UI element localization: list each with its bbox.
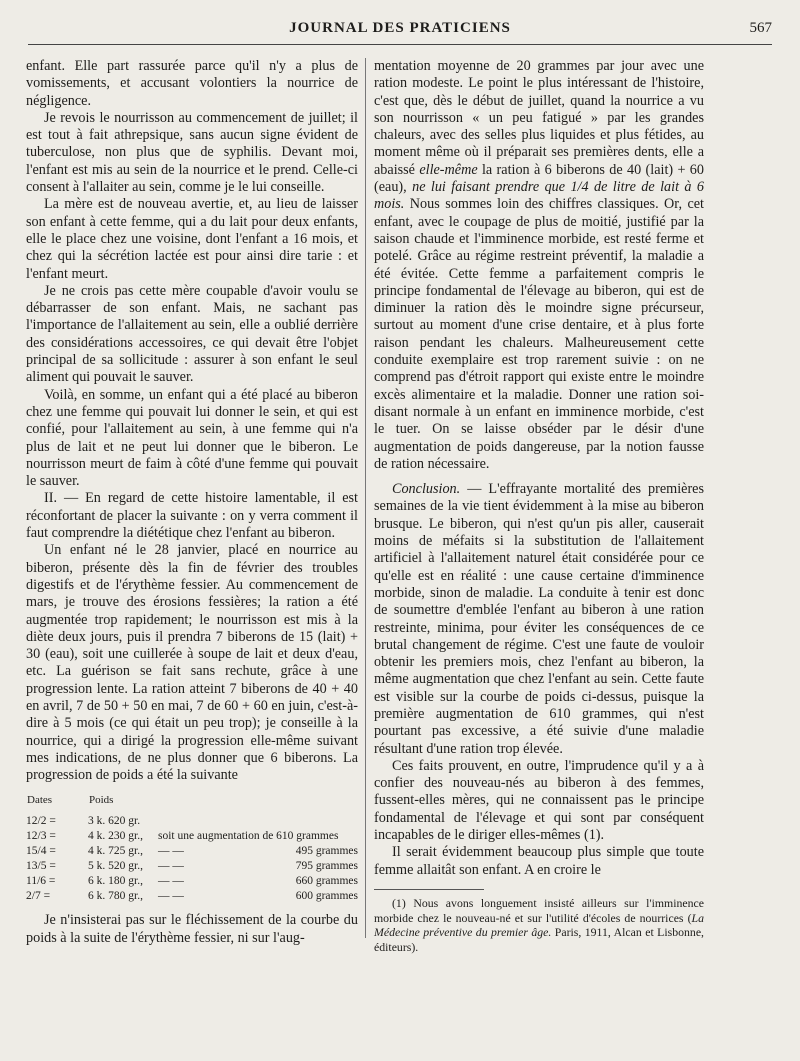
paragraph: Voilà, en somme, un enfant qui a été placé au biberon chez une femme qui pouvait lui donner le sein, et qui est confié, pour l'allaitement au sein, à une femme qui n'a plus de lait et ne peut lui donner que le biberon. Le nourrisson meurt de faim à côté d'une femme qui pouvait le sauver. [26, 386, 358, 490]
date-cell: 12/3 = [26, 830, 56, 843]
text-run: mentation moyenne de 20 grammes par jour avec une ration modeste. Le point le plus intéressant de l'histoire, c'est que, dès le début de juillet, quand la nourrice a vu son nourrisson « un peu fatigué » par les grandes chaleurs, avec des selles plus liquides et plus fétides, au moment même où il préparait ses premières dents, elle a abaissé [374, 58, 704, 178]
paragraph: enfant. Elle part rassurée parce qu'il n'y a plus de vomissements, et accusant volontiers la nourrice de négligence. [26, 58, 358, 109]
text-run: Nous sommes loin des chiffres classiques. Or, cet enfant, avec le coupage de plus de moitié, justifié par la saison chaude et l'imminence morbide, est resté ferme et potelé. Grâce au régime restreint préventif, la maladie a été évitée. Cette femme a parfaitement compris le principe fondamental de l'élevage au biberon, qui est de diminuer la ration dès le moindre signe précurseur, surtout au moment d'une crise dentaire, et à plus forte raison pendant les chaleurs. Malheureusement cette conduite exemplaire est trop rarement suivie : on ne comprend pas d'étroit rapport qui existe entre le moindre excès alimentaire et la maladie. Donner une ration soi-disant normale à un enfant en imminence morbide, c'est le tuer. On se laisse obséder par le désir d'une augmentation de poids dangereuse, par la notion fausse de ration nécessaire. [374, 196, 704, 472]
date-cell: 15/4 = [26, 845, 56, 858]
left-column [26, 58, 358, 947]
amount-cell: 660 grammes [295, 875, 358, 888]
weight-cell: 4 k. 725 gr., [88, 845, 143, 858]
text-run: Paris, 1911, Alcan et Lisbonne, éditeurs). [374, 925, 704, 954]
weight-cell: 5 k. 520 gr., [88, 860, 143, 873]
note-cell: — — [158, 860, 184, 873]
amount-cell [217, 814, 358, 829]
date-cell: 12/2 = [26, 815, 56, 828]
weight-cell: 6 k. 180 gr., [88, 875, 143, 888]
table-header-weights: Poids [89, 794, 114, 807]
italic-run: elle-même [419, 161, 478, 178]
paragraph: II. — En regard de cette histoire lamentable, il est réconfortant de placer la suivante : on y verra comment il faut comprendre la diététique chez l'enfant au biberon. [26, 490, 358, 542]
journal-title: JOURNAL DES PRATICIENS [289, 20, 511, 36]
paragraph: La mère est de nouveau avertie, et, au lieu de laisser son enfant à cette femme, qui a du lait pour deux enfants, elle le place chez une voisine, dont l'enfant a 16 mois, et chez qui la sécrétion lactée est pour ainsi dire tarie : et l'enfant meurt. [26, 196, 358, 282]
note-cell: — — [158, 875, 184, 888]
weight-cell: 3 k. 620 gr. [88, 815, 141, 828]
paragraph: Je revois le nourrisson au commencement de juillet; il est tout à fait athrepsique, sans aucun signe évident de tuberculose, non plus que de syphilis. Devant moi, l'enfant est mis au sein de la nourrice et le prend. Celle-ci consent à l'allaiter au sein, comme je le lui conseille. [26, 109, 358, 196]
footnote-rule [374, 889, 484, 890]
table-row [26, 889, 358, 904]
paragraph: Ces faits prouvent, en outre, l'imprudence qu'il y a à confier des nouveau-nés au biberon à des femmes, fussent-elles mères, qui ne connaissent pas le principe fondamental de l'élevage et qui sont par conséquent incapables de le diriger elles-mêmes (1). [374, 757, 704, 844]
table-row [26, 829, 358, 844]
date-cell: 13/5 = [26, 860, 56, 873]
footnote [374, 896, 704, 954]
date-cell: 2/7 = [26, 890, 51, 903]
paragraph: Je ne crois pas cette mère coupable d'avoir voulu se débarrasser de son enfant. Mais, ne sachant pas l'importance de l'allaitement au sein, elle a oublié derrière des considérations accessoires, ce qui devait être l'objet principal de sa sollicitude : assurer à son enfant le seul aliment qui pouvait le sauver. [26, 282, 358, 386]
note-cell: — — [158, 845, 184, 858]
italic-run: ne lui faisant prendre que 1/4 de litre de lait à 6 mois. [374, 179, 704, 213]
paragraph [374, 58, 704, 473]
right-column [374, 58, 704, 954]
weight-progression-table [26, 792, 358, 904]
table-row [26, 874, 358, 889]
amount-cell: 795 grammes [295, 860, 358, 873]
amount-cell: 600 grammes [295, 890, 358, 903]
conclusion-label: Conclusion. [392, 481, 461, 498]
table-row [26, 859, 358, 874]
paragraph: Il serait évidemment beaucoup plus simple que toute femme allaitât son enfant. A en croire le [374, 844, 704, 878]
page-header [28, 14, 772, 45]
weight-cell: 4 k. 230 gr., [88, 830, 143, 843]
note-cell: soit une augmentation de 610 grammes [158, 830, 339, 843]
table-header-dates: Dates [27, 794, 53, 807]
date-cell: 11/6 = [26, 875, 56, 888]
note-cell: — — [158, 890, 184, 903]
text-run: la ration à 6 biberons de 40 (lait) + 60 (eau), [374, 161, 704, 196]
page-number: 567 [749, 20, 772, 36]
text-run: (1) Nous avons longuement insisté ailleurs sur l'imminence morbide chez le nouveau-né et sur l'utilité d'écoles de nourrices ( [374, 895, 704, 925]
weight-cell: 6 k. 780 gr., [88, 890, 143, 903]
italic-run: La Médecine préventive du premier âge. [374, 910, 704, 940]
amount-cell: 495 grammes [295, 845, 358, 858]
table-row [26, 814, 358, 829]
table-row [26, 844, 358, 859]
paragraph: Je n'insisterai pas sur le fléchissement de la courbe du poids à la suite de l'érythème fessier, ni sur l'aug- [26, 912, 358, 946]
conclusion-paragraph [374, 481, 704, 758]
column-divider [365, 58, 366, 938]
text-run: — L'effrayante mortalité des premières semaines de la vie tient évidemment à la mise au biberon brusque. Le biberon, qui n'est qu'un pis aller, causerait moins de méfaits si la substitution de l'allaitement artificiel à l'allaitement naturel était considérée pour ce qu'elle est en réalité : une cause certaine d'imminence morbide, sinon de maladie. La conduite à tenir est donc de soumettre d'emblée l'enfant au biberon à une ration restreinte, minima, pour éviter les conséquences de ce brutal changement de régime. C'est une faute de vouloir obtenir les premiers mois, chez l'enfant au biberon, la même augmentation que chez l'enfant au sein. Cette faute est visible sur la courbe de poids ci-dessus, puisque la première augmentation de 610 grammes, qui n'est pourtant pas excessive, a été suivie d'une maladie résultant d'une ration trop élevée. [374, 481, 704, 757]
note-cell [158, 814, 217, 829]
paragraph: Un enfant né le 28 janvier, placé en nourrice au biberon, présente dès la fin de février des troubles digestifs et de l'érythème fessier. Au commencement de mars, je trouve des érosions fessières; la ration a été augmentée trop rapidement; le nourrisson est mis à la diète deux jours, puis il prendra 7 biberons de 15 (lait) + 30 (eau), soit une cuillerée à soupe de lait et deux d'eau, etc. La guérison se fait sans rechute, grâce à une progression lente. La ration atteint 7 biberons de 40 + 40 en avril, 7 de 50 + 50 en mai, 7 de 60 + 60 en juin, c'est-à-dire à 5 mois (ce qui était un peu trop); je conseille à la nourrice, qui a dirigé la progression elle-même suivant mes indications, de ne plus donner que 6 biberons. La progression de poids a été la suivante [26, 542, 358, 784]
